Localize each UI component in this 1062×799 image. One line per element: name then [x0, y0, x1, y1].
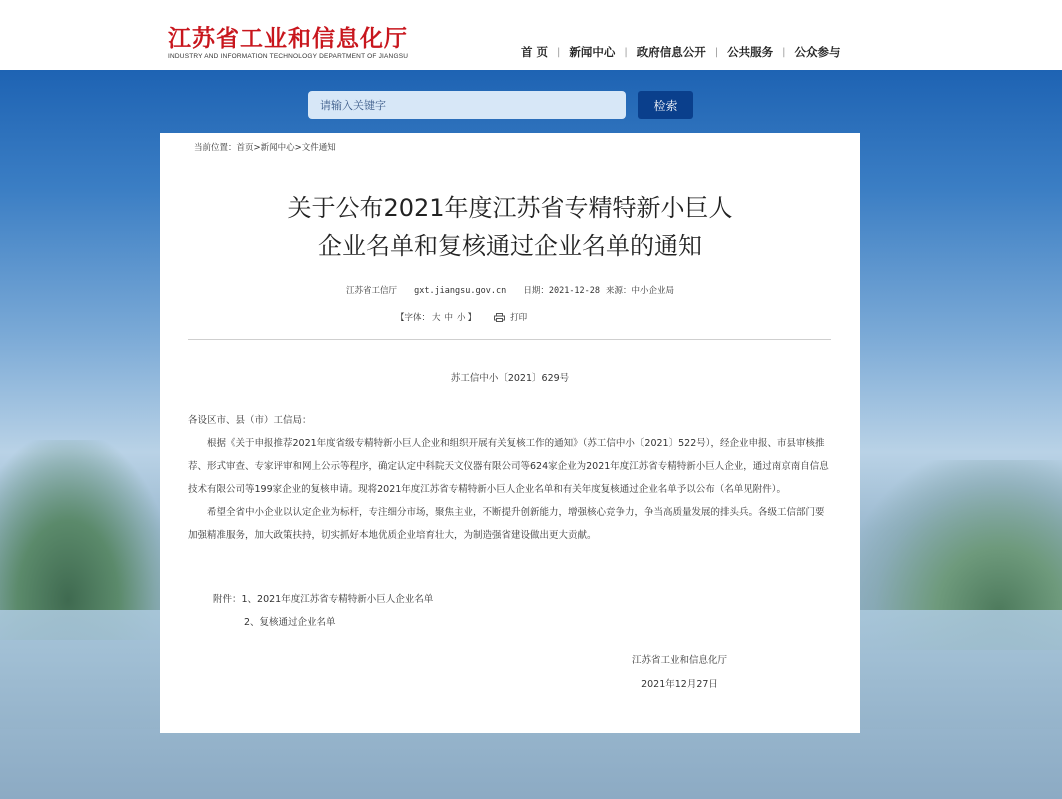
nav-news[interactable]: 新闻中心: [569, 45, 616, 59]
divider: [188, 339, 831, 340]
breadcrumb-separator: >: [294, 143, 302, 153]
article-origin: 来源：中小企业局: [606, 286, 675, 296]
signature-org: 江苏省工业和信息化厅: [632, 655, 728, 666]
article-title-line-2: 企业名单和复核通过企业名单的通知: [318, 232, 702, 260]
article-paragraph-1: 根据《关于申报推荐2021年度省级专精特新小巨人企业和组织开展有关复核工作的通知》（苏工信中小〔2021〕522号），经企业申报、市县审核推荐、形式审查、专家评审和网上公示等程序，确定认定中科院天文仪器有限公司等624家企业为2021年度江苏省专精特新小巨人企业，通过南京南自信息技术有限公司等199家企业的复核申请。现将2021年度江苏省专精特新小巨人企业名单和有关年度复核通过企业名单予以公布（名单见附件）。: [188, 438, 829, 495]
breadcrumb: [194, 141, 336, 153]
article-paragraph-2: 希望全省中小企业以认定企业为标杆，专注细分市场，聚焦主业，不断提升创新能力，增强核心竞争力，争当高质量发展的排头兵。各级工信部门要加强精准服务，加大政策扶持，切实抓好本地优质企业培育壮大，为制造强省建设做出更大贡献。: [188, 507, 825, 541]
nav-separator: |: [782, 46, 786, 58]
nav-home[interactable]: 首 页: [521, 45, 549, 59]
article-tools: [396, 311, 527, 323]
nav-separator: |: [557, 46, 561, 58]
document-number: 苏工信中小〔2021〕629号: [450, 373, 570, 384]
printer-icon[interactable]: [494, 313, 505, 322]
site-logo-english: INDUSTRY AND INFORMATION TECHNOLOGY DEPARTMENT OF JIANGSU: [168, 53, 409, 60]
signature-block: [632, 649, 727, 697]
signature-date: 2021年12月27日: [641, 679, 718, 690]
main-nav: [512, 44, 850, 60]
font-size-medium[interactable]: 中: [444, 313, 454, 323]
article-body: [188, 409, 831, 547]
article-title-line-1: 关于公布2021年度江苏省专精特新小巨人: [287, 194, 733, 222]
nav-separator: |: [624, 46, 628, 58]
nav-participation[interactable]: 公众参与: [794, 45, 841, 59]
breadcrumb-prefix: 当前位置：: [194, 143, 237, 153]
breadcrumb-news[interactable]: 新闻中心: [260, 143, 295, 153]
print-link[interactable]: 打印: [510, 313, 528, 323]
font-size-large[interactable]: 大: [432, 313, 441, 323]
article-meta: [160, 284, 860, 296]
site-header: [0, 0, 1062, 70]
font-size-small[interactable]: 小: [457, 313, 466, 323]
font-size-close: 】: [467, 313, 477, 323]
attachment-2[interactable]: 2、复核通过企业名单: [244, 617, 336, 628]
search-input[interactable]: [308, 91, 626, 119]
breadcrumb-home[interactable]: 首页: [236, 143, 254, 153]
nav-public-service[interactable]: 公共服务: [727, 45, 774, 59]
article-source: 江苏省工信厅: [345, 286, 397, 296]
article-site: gxt.jiangsu.gov.cn: [414, 286, 507, 296]
nav-separator: |: [714, 46, 719, 58]
attachment-1[interactable]: 附件：1、2021年度江苏省专精特新小巨人企业名单: [213, 594, 434, 605]
site-logo[interactable]: 江苏省工业和信息化厅: [168, 26, 408, 52]
article-card: [160, 133, 860, 733]
font-size-label: 【字体：: [396, 313, 431, 323]
article-date: 日期：2021-12-28: [523, 286, 601, 296]
breadcrumb-separator: >: [253, 143, 261, 153]
article-salutation: 各设区市、县（市）工信局：: [188, 415, 312, 426]
article-title: [160, 189, 860, 265]
attachments: [213, 588, 433, 634]
breadcrumb-notices[interactable]: 文件通知: [301, 143, 336, 153]
search-button[interactable]: 检索: [638, 91, 693, 119]
nav-gov-info[interactable]: 政府信息公开: [636, 45, 706, 59]
